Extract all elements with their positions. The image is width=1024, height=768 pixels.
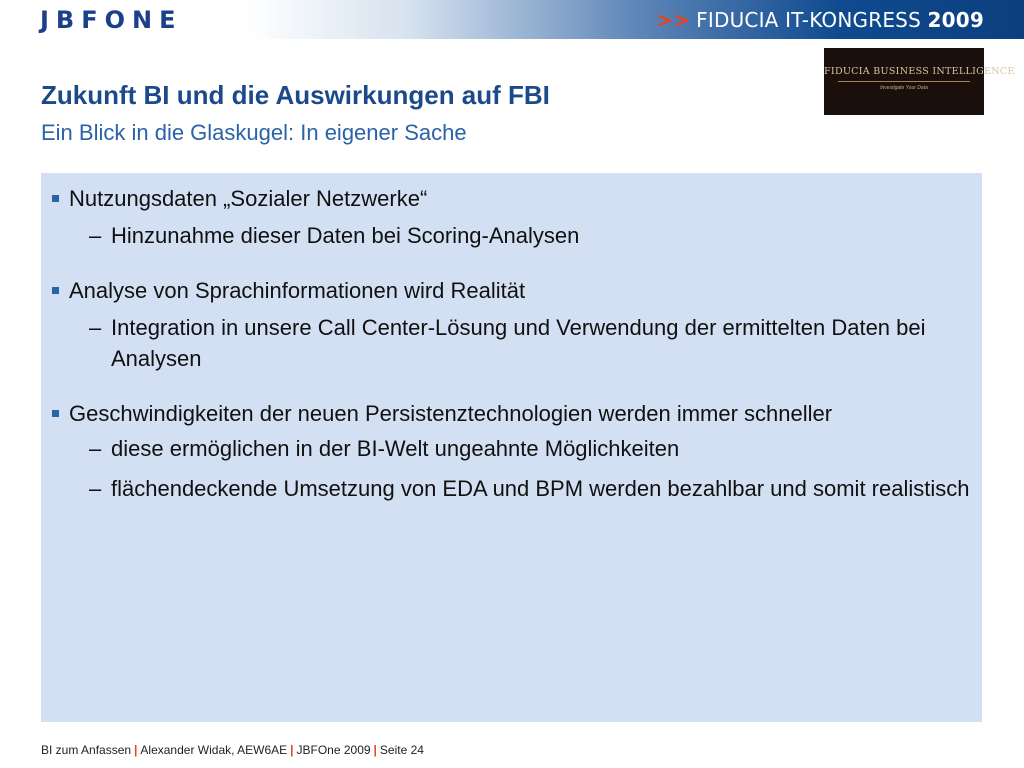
- page-subtitle: Ein Blick in die Glaskugel: In eigener Sache: [41, 120, 467, 145]
- congress-year: 2009: [927, 8, 984, 32]
- bullet-item: Geschwindigkeiten der neuen Persistenztechnologien werden immer schneller: [69, 398, 969, 429]
- fbi-logo-divider: [838, 81, 970, 82]
- bullet-item: Analyse von Sprachinformationen wird Realität: [69, 275, 969, 306]
- footer-item: JBFOne 2009: [296, 743, 371, 757]
- content-panel: [41, 173, 982, 722]
- fbi-logo-name: FIDUCIA BUSINESS INTELLIGENCE: [824, 66, 1015, 77]
- sub-bullet-item: – Hinzunahme dieser Daten bei Scoring-Analysen: [111, 220, 971, 251]
- congress-label: [656, 8, 984, 32]
- footer: [41, 743, 424, 757]
- footer-item: Seite 24: [379, 743, 424, 757]
- sub-bullet-item: – Integration in unsere Call Center-Lösung und Verwendung der ermittelten Daten bei Analysen: [111, 312, 971, 374]
- fbi-logo-tagline: Investigate Your Data: [880, 85, 928, 91]
- footer-separator: |: [373, 743, 377, 757]
- sub-bullet-item: – diese ermöglichen in der BI-Welt ungeahnte Möglichkeiten: [111, 433, 971, 464]
- congress-name: FIDUCIA IT-KONGRESS: [696, 8, 921, 32]
- bullet-item: Nutzungsdaten „Sozialer Netzwerke“: [69, 183, 969, 214]
- footer-separator: |: [290, 743, 294, 757]
- fbi-logo: [824, 48, 1015, 115]
- page-title: Zukunft BI und die Auswirkungen auf FBI: [41, 80, 550, 110]
- jbfone-logo: JBFONE: [40, 6, 183, 34]
- header-bar: [0, 0, 1024, 39]
- arrows-icon: >>: [656, 8, 691, 32]
- sub-bullet-item: – flächendeckende Umsetzung von EDA und BPM werden bezahlbar und somit realistisch: [111, 473, 971, 504]
- footer-item: BI zum Anfassen: [41, 743, 132, 757]
- footer-item: Alexander Widak, AEW6AE: [140, 743, 288, 757]
- footer-separator: |: [134, 743, 138, 757]
